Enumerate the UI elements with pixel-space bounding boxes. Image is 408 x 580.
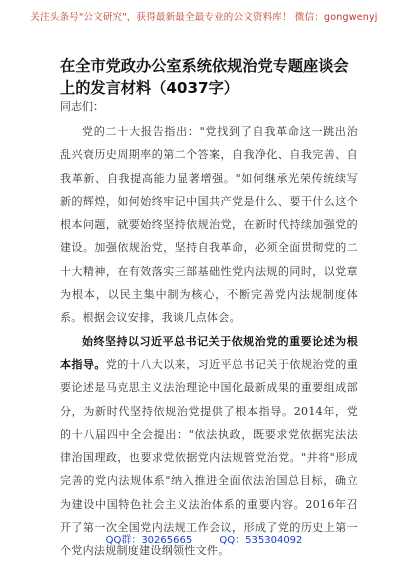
paragraph-heading: 始终坚持以习近平总书记关于依规治党的重要论述为根本指导。 [60,334,358,371]
banner-text: 关注头条号"公文研究"，获得最新最全最专业的公文资料库！ 微信：gongwenyj [30,12,378,23]
paragraph [60,330,358,563]
document-body [60,120,358,563]
document-title: 在全市党政办公室系统依规治党专题座谈会上的发言材料（4037字） [60,57,349,97]
paragraph-text: 党的二十大报告指出："党找到了自我革命这一跳出治乱兴衰历史周期率的第二个答案，自我净化、自我完善、自我革新、自我提高能力显著增强。"如何继承光荣传统续写新的辉煌，如何始终牢记中国共产党是什么、要干什么这个根本问题，就要始终坚持依规治党，在新时代持续加强党的建设。加强依规治党，坚持自我革命，必须全面贯彻党的二十大精神，在有效落实三部基础性党内法规的同时，以党章为根本，以民主集中制为核心，不断完善党内法规制度体系。根据会议安排，我谈几点体会。 [60,125,358,325]
qq-group-link[interactable]: QQ群：30265665 [105,535,193,546]
header-banner [0,0,408,36]
paragraph-text: 党的十八大以来，习近平总书记关于依规治党的重要论述是马克思主义法治理论中国化最新成果的重要组成部分，为新时代坚持依规治党提供了根本指导。2014年，党的十八届四中全会提出："依法执政，既要求党依据宪法法律治国理政，也要求党依据党内法规管党治党。"并将"形成完善的党内法规体系"纳入推进全面依法治国总目标，确立为建设中国特色社会主义法治体系的重要内容。2016年召开了第一次全国党内法规工作会议，形成了党的历史上第一个党内法规制度建设纲领性文件。 [60,357,358,558]
salutation: 同志们： [60,100,104,113]
paragraph [60,120,358,330]
qq-link[interactable]: QQ：535304092 [219,535,303,546]
footer-contact [0,531,408,551]
